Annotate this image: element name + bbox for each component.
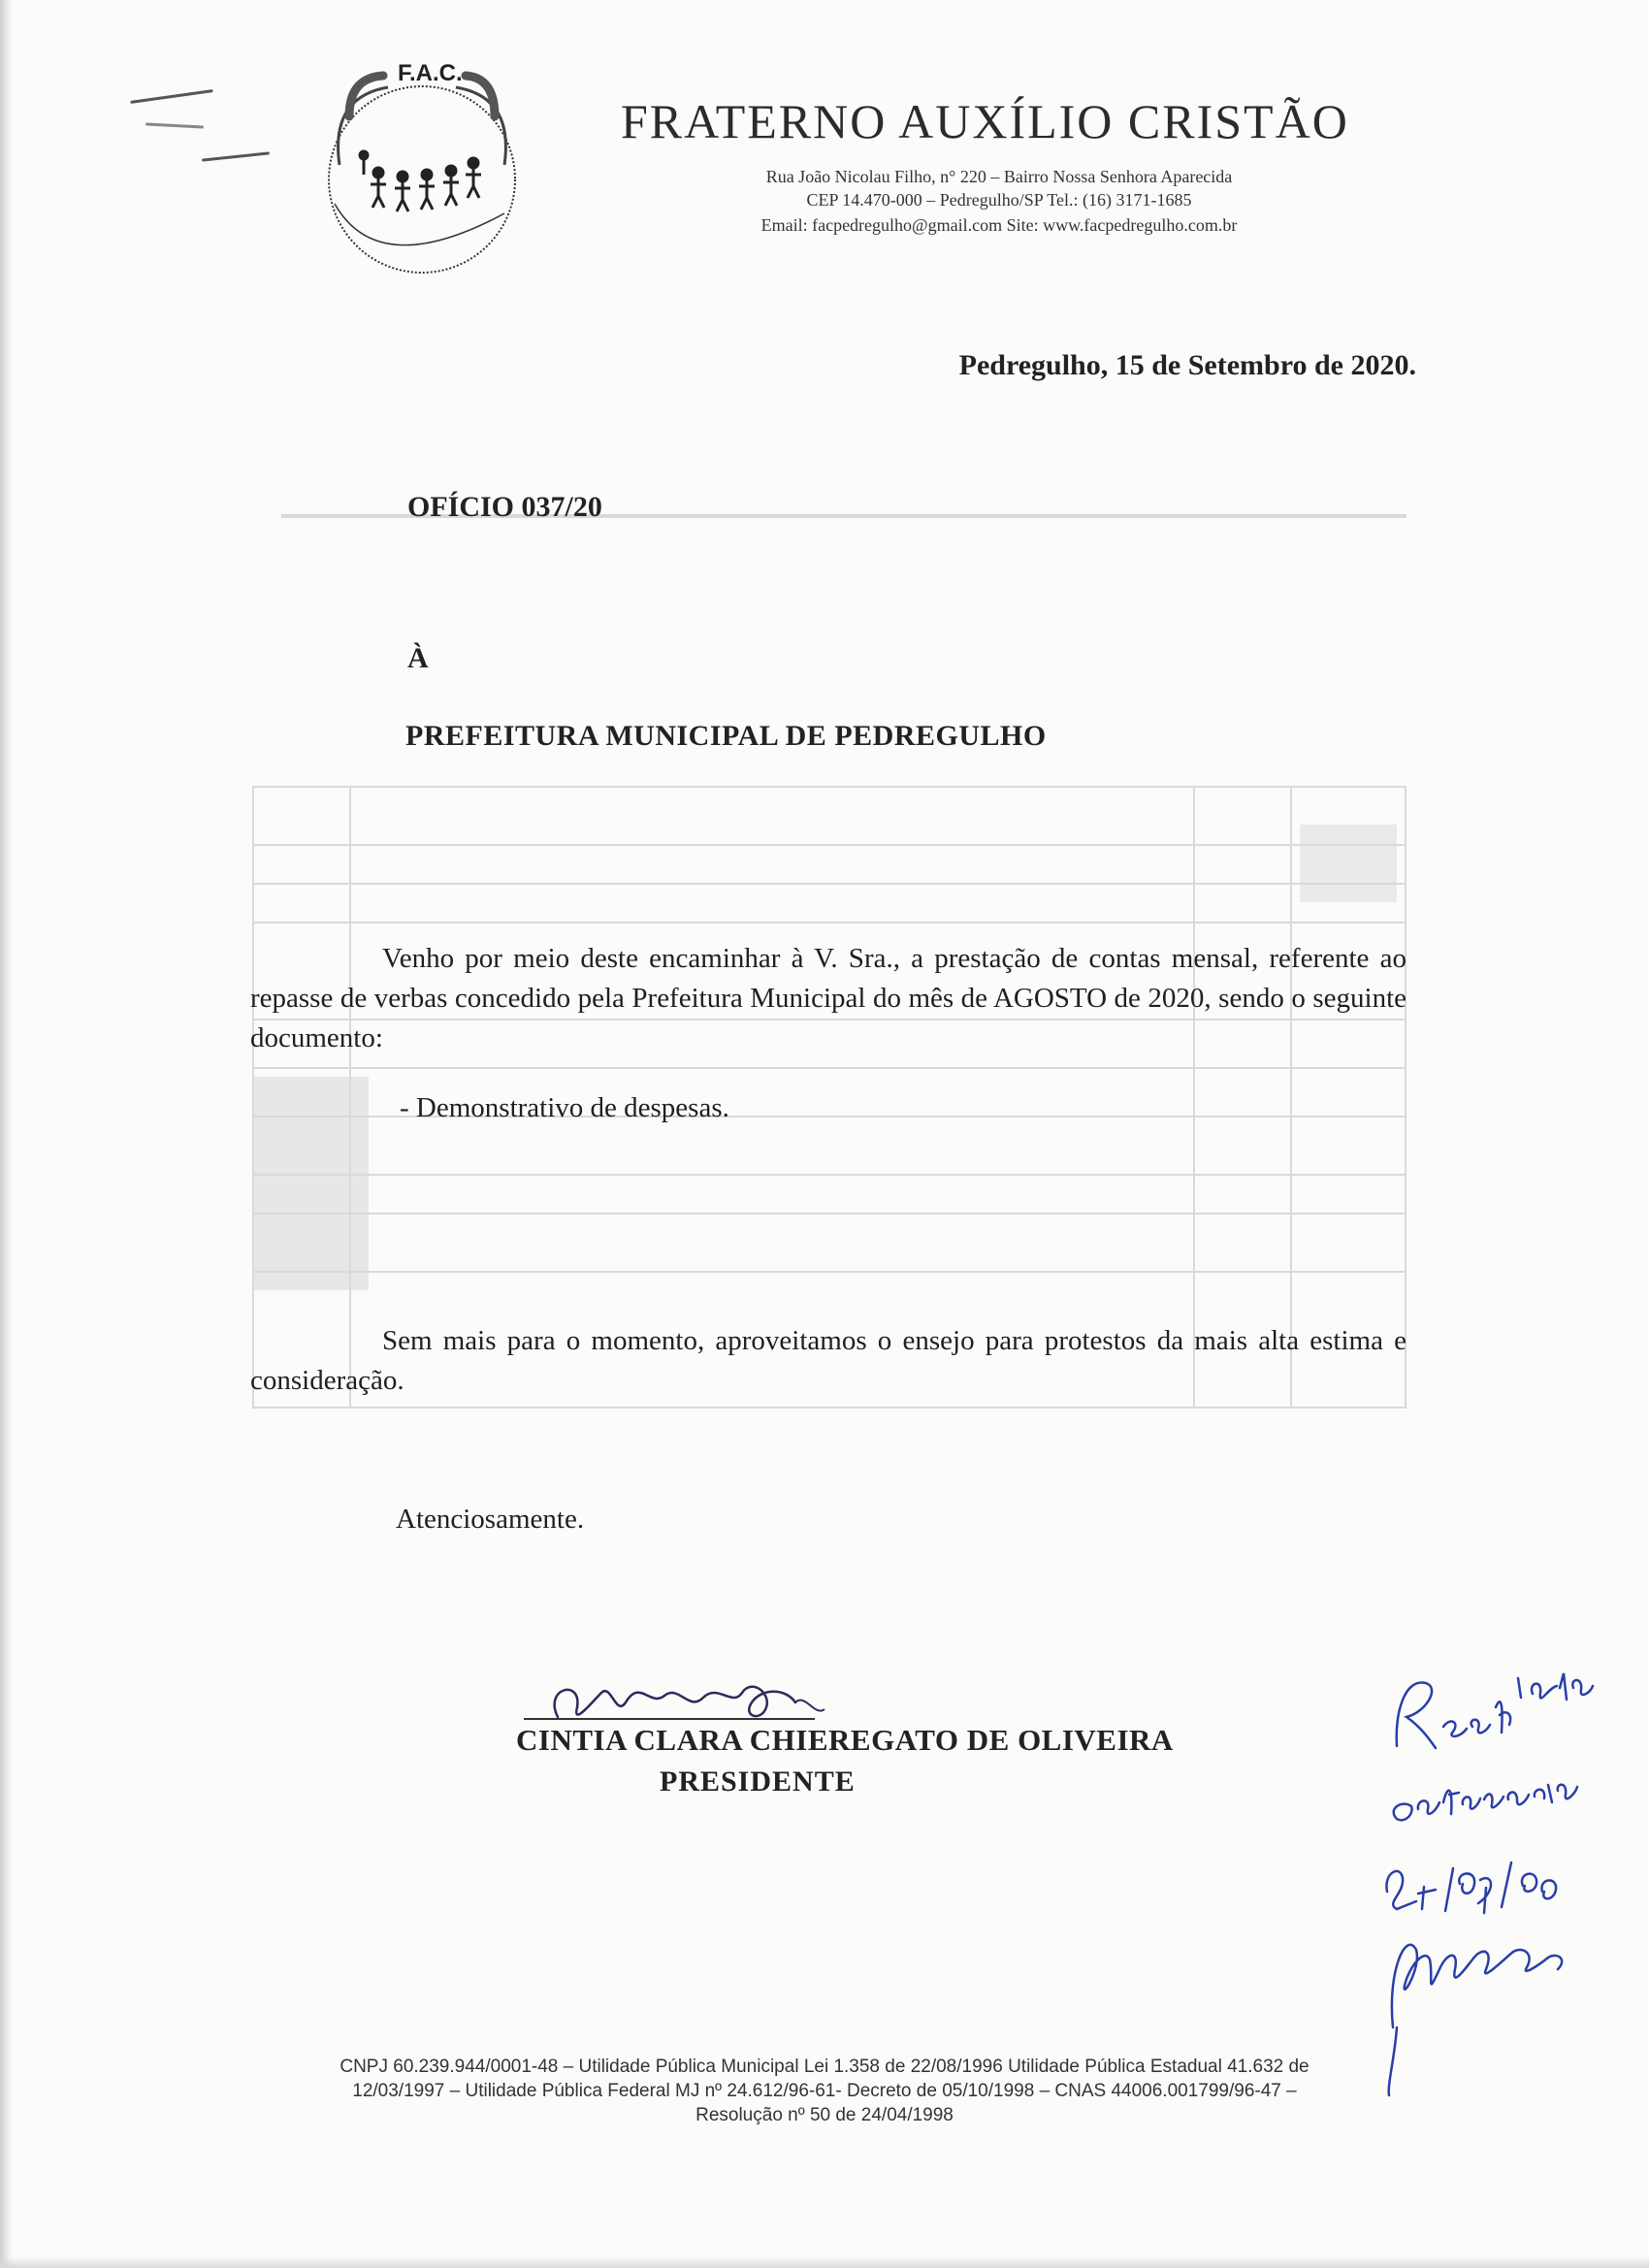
salutation: À: [407, 642, 429, 674]
handwritten-receipt-note: [1358, 1639, 1639, 2105]
logo-abbreviation: F.A.C.: [398, 60, 463, 86]
attachment-item: - Demonstrativo de despesas.: [400, 1092, 729, 1123]
letter-reference: OFÍCIO 037/20: [407, 491, 602, 523]
address-line-2: CEP 14.470-000 – Pedregulho/SP Tel.: (16) 3171-1685: [806, 190, 1192, 210]
contact-line: Email: facpedregulho@gmail.com Site: www.facpedregulho.com.br: [760, 215, 1238, 235]
fac-logo: [310, 58, 534, 291]
footer-line-1: CNPJ 60.239.944/0001-48 – Utilidade Pública Municipal Lei 1.358 de 22/08/1996 Utilidade Pública Estadual 41.632 de: [340, 2057, 1310, 2077]
signature-scribble: [504, 1649, 1242, 1785]
punch-mark: [146, 122, 204, 128]
recipient: PREFEITURA MUNICIPAL DE PEDREGULHO: [405, 720, 1047, 752]
footer-line-2: 12/03/1997 – Utilidade Pública Federal MJ nº 24.612/96-61- Decreto de 05/10/1998 – CNAS 44006.001799/96-47 –: [352, 2081, 1297, 2101]
address-line-1: Rua João Nicolau Filho, n° 220 – Bairro Nossa Senhora Aparecida: [765, 167, 1233, 186]
scan-bottom-shadow: [0, 2256, 1649, 2268]
letter-date: Pedregulho, 15 de Setembro de 2020.: [958, 349, 1416, 381]
punch-mark: [130, 89, 213, 104]
organization-name: FRATERNO AUXÍLIO CRISTÃO: [621, 94, 1349, 148]
signatory-name: CINTIA CLARA CHIEREGATO DE OLIVEIRA: [516, 1723, 1174, 1757]
punch-mark: [202, 151, 270, 161]
footer-line-3: Resolução nº 50 de 24/04/1998: [695, 2105, 954, 2125]
closing: Atenciosamente.: [396, 1504, 585, 1535]
body-paragraph-2: Sem mais para o momento, aproveitamos o ensejo para protestos da mais alta estima e consideração.: [250, 1325, 1406, 1396]
signatory-title: PRESIDENTE: [660, 1766, 856, 1798]
scan-edge-shadow: [0, 0, 14, 2268]
body-paragraph-1: Venho por meio deste encaminhar à V. Sra., a prestação de contas mensal, referente ao repasse de verbas concedido pela Prefeitura Municipal do mês de AGOSTO de 2020, sendo o seguinte documento:: [250, 943, 1406, 1053]
footer-legal: [242, 2055, 1406, 2127]
